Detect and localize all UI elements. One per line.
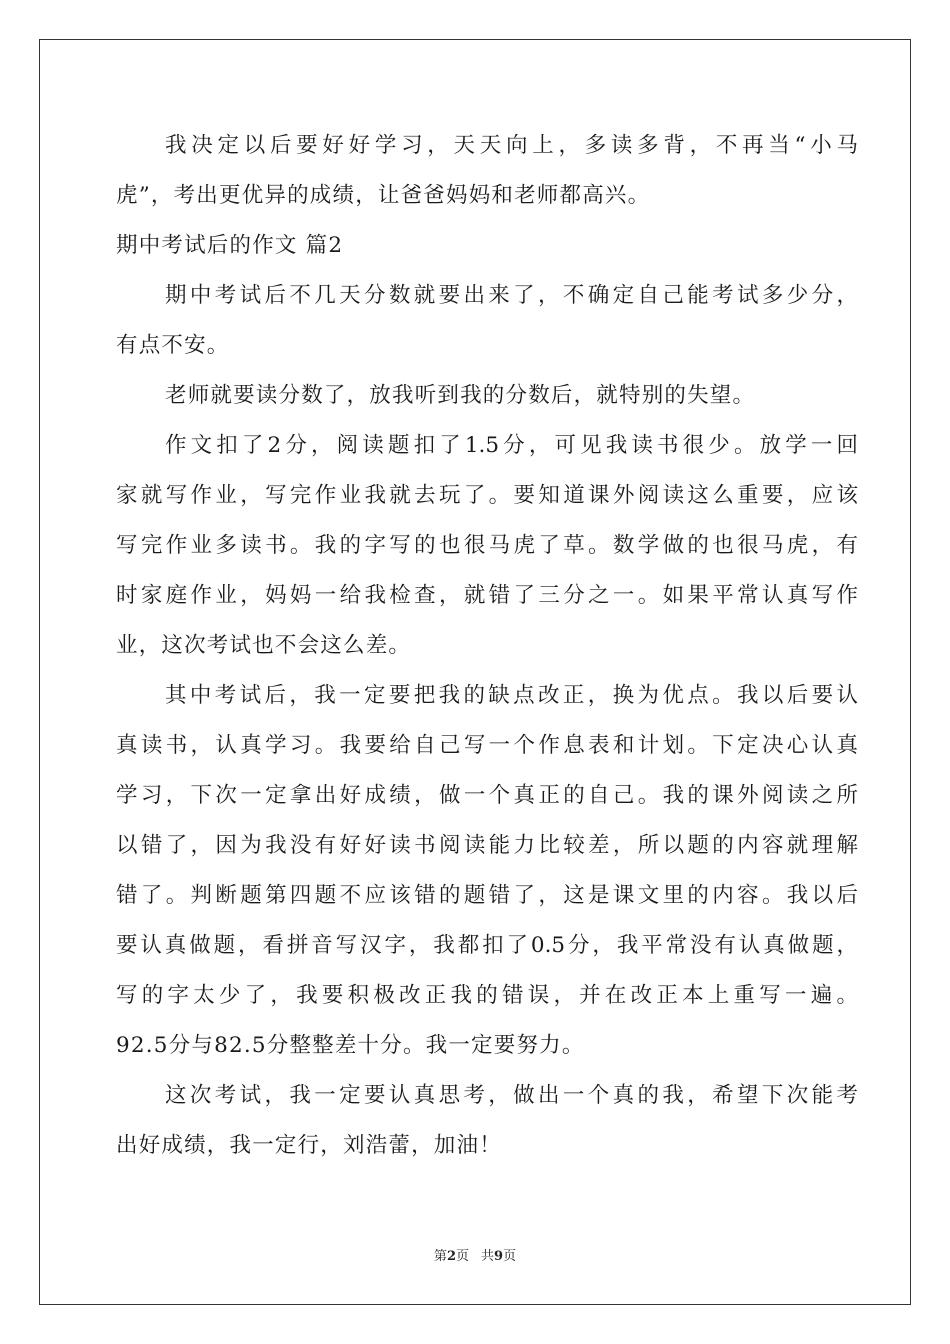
- page-total-prefix: 共: [481, 1249, 495, 1264]
- page-number-current: 2: [446, 1249, 456, 1264]
- paragraph-line: 有点不安。: [116, 333, 230, 358]
- page-number-suffix: 页: [455, 1249, 469, 1264]
- paragraph-line: 写的字太少了，我要积极改正我的错误，并在改正本上重写一遍。: [116, 983, 858, 1008]
- page-footer: [0, 1245, 950, 1264]
- paragraph-line: 写完作业多读书。我的字写的也很马虎了草。数学做的也很马虎，有: [116, 533, 858, 558]
- paragraph-line: 以错了，因为我没有好好读书阅读能力比较差，所以题的内容就理解: [116, 833, 858, 858]
- paragraph-line: 92.5分与82.5分整整差十分。我一定要努力。: [116, 1033, 585, 1058]
- paragraph-line: 其中考试后，我一定要把我的缺点改正，换为优点。我以后要认: [165, 683, 858, 708]
- paragraph-line: 出好成绩，我一定行，刘浩蕾，加油！: [116, 1133, 502, 1158]
- paragraph-line: 学习，下次一定拿出好成绩，做一个真正的自己。我的课外阅读之所: [116, 783, 858, 808]
- paragraph-line: 时家庭作业，妈妈一给我检查，就错了三分之一。如果平常认真写作: [116, 583, 858, 608]
- paragraph-line: 要认真做题，看拼音写汉字，我都扣了0.5分，我平常没有认真做题，: [116, 933, 858, 958]
- paragraph-line: 我决定以后要好好学习，天天向上，多读多背，不再当“小马: [165, 133, 858, 158]
- paragraph-line: 错了。判断题第四题不应该错的题错了，这是课文里的内容。我以后: [116, 883, 858, 908]
- section-heading: 期中考试后的作文 篇2: [116, 233, 344, 258]
- paragraph-line: 家就写作业，写完作业我就去玩了。要知道课外阅读这么重要，应该: [116, 483, 858, 508]
- paragraph-line: 这次考试，我一定要认真思考，做出一个真的我，希望下次能考: [165, 1083, 858, 1108]
- paragraph-line: 作文扣了2分，阅读题扣了1.5分，可见我读书很少。放学一回: [165, 433, 858, 458]
- page-total: 9: [494, 1249, 504, 1264]
- paragraph-line: 期中考试后不几天分数就要出来了，不确定自己能考试多少分，: [165, 283, 858, 308]
- document-body: [116, 131, 858, 1181]
- page-number-prefix: 第: [433, 1249, 447, 1264]
- paragraph-line: 老师就要读分数了，放我听到我的分数后，就特别的失望。: [165, 383, 756, 408]
- paragraph-line: 虎”，考出更优异的成绩，让爸爸妈妈和老师都高兴。: [116, 183, 651, 208]
- paragraph-line: 真读书，认真学习。我要给自己写一个作息表和计划。下定决心认真: [116, 733, 858, 758]
- page-total-suffix: 页: [503, 1249, 517, 1264]
- paragraph-line: 业，这次考试也不会这么差。: [116, 633, 412, 658]
